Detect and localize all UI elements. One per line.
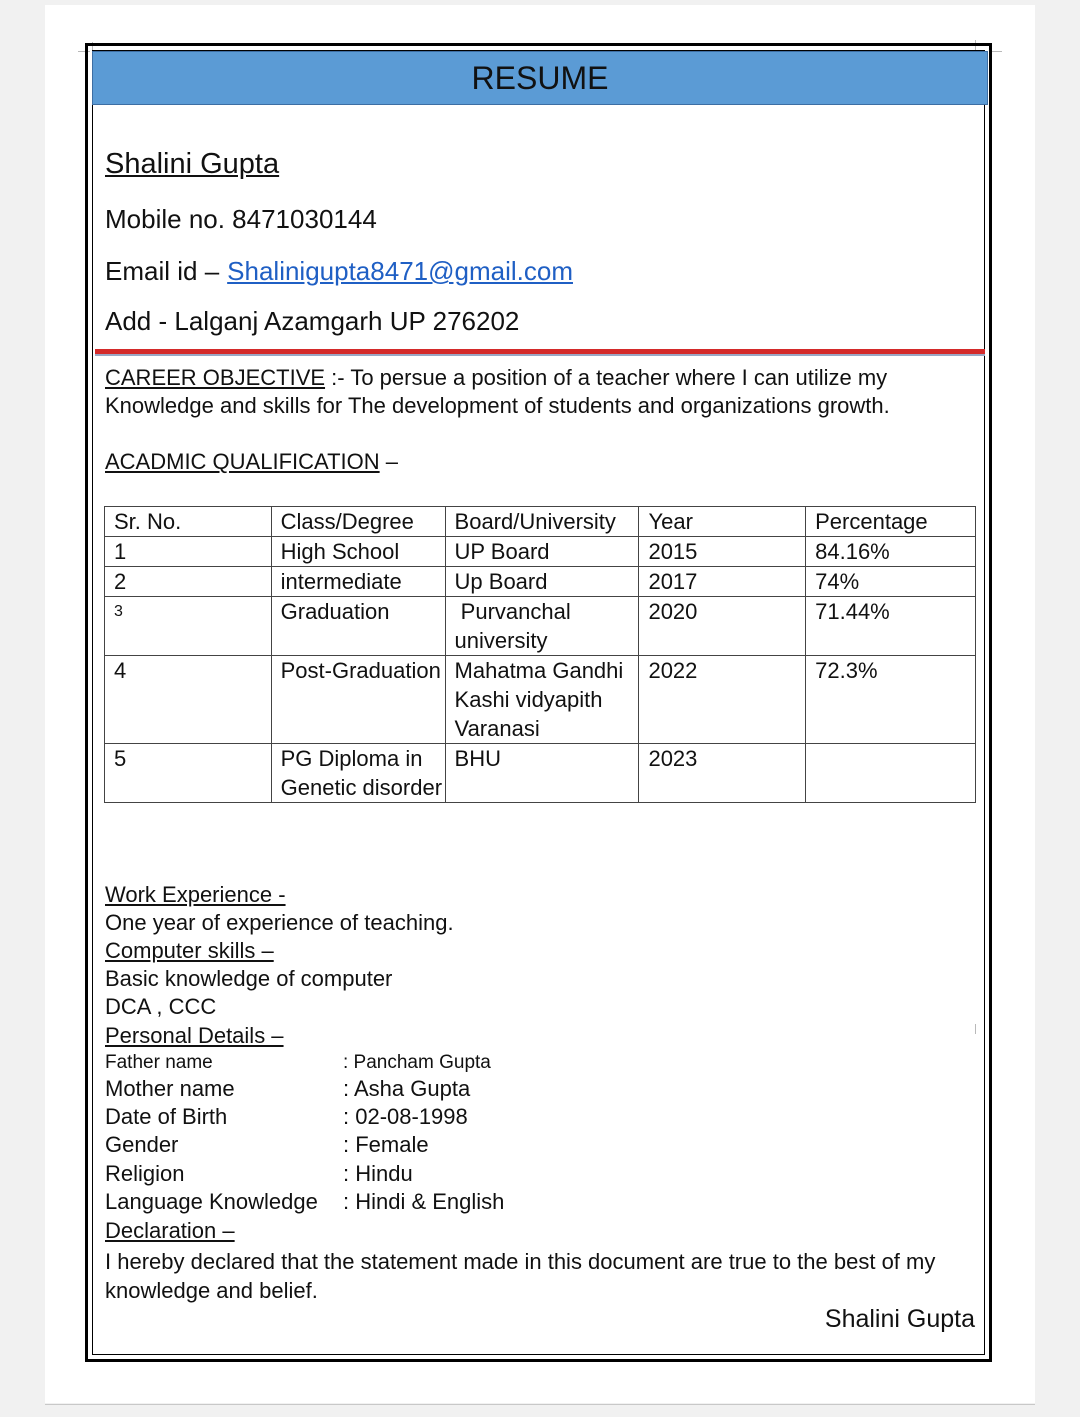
- declaration-text: I hereby declared that the statement made in this document are true to the best of my knowledge and belief.: [105, 1249, 936, 1303]
- table-cell: Post-Graduation: [271, 656, 445, 744]
- table-cell: 2: [105, 567, 272, 597]
- table-cell: Graduation: [271, 597, 445, 656]
- personal-value: : 02-08-1998: [343, 1104, 468, 1129]
- table-cell: [806, 744, 976, 803]
- table-cell: BHU: [445, 744, 639, 803]
- resume-title: RESUME: [92, 51, 988, 105]
- personal-row: [105, 1161, 413, 1187]
- table-row: [105, 744, 976, 803]
- personal-row: [105, 1052, 491, 1074]
- academic-heading: [105, 449, 398, 475]
- declaration-heading: Declaration –: [105, 1218, 235, 1243]
- table-cell: 84.16%: [806, 537, 976, 567]
- table-row: [105, 537, 976, 567]
- table-cell: 2020: [639, 597, 806, 656]
- personal-key: Religion: [105, 1161, 185, 1186]
- personal-row: [105, 1104, 468, 1130]
- header-cell: Class/Degree: [271, 507, 445, 537]
- work-text: One year of experience of teaching.: [105, 910, 454, 935]
- header-cell: Board/University: [445, 507, 639, 537]
- table-cell: UP Board: [445, 537, 639, 567]
- personal-row: [105, 1132, 429, 1158]
- table-cell: PG Diploma in Genetic disorder: [271, 744, 445, 803]
- table-cell: 2015: [639, 537, 806, 567]
- table-cell: Mahatma Gandhi Kashi vidyapith Varanasi: [445, 656, 639, 744]
- header-cell: Sr. No.: [105, 507, 272, 537]
- personal-key: Date of Birth: [105, 1104, 228, 1129]
- table-cell: 74%: [806, 567, 976, 597]
- table-cell: 3: [105, 597, 272, 656]
- table-cell: 2022: [639, 656, 806, 744]
- page-edge: [45, 1404, 1035, 1405]
- personal-row: [105, 1076, 470, 1102]
- mobile-number: Mobile no. 8471030144: [105, 204, 377, 234]
- personal-value: : Pancham Gupta: [343, 1052, 491, 1073]
- personal-key: Father name: [105, 1052, 213, 1073]
- personal-value: : Asha Gupta: [343, 1076, 471, 1101]
- table-cell: 71.44%: [806, 597, 976, 656]
- table-row: [105, 567, 976, 597]
- objective-text: :- To persue a position of a teacher where I can utilize my Knowledge and skills for The development of students and organizations growth.: [105, 365, 890, 418]
- table-cell: Up Board: [445, 567, 639, 597]
- signature: Shalini Gupta: [824, 1305, 975, 1333]
- table-cell: Purvanchal university: [445, 597, 639, 656]
- table-cell: 1: [105, 537, 272, 567]
- academic-heading-text: ACADMIC QUALIFICATION: [105, 449, 380, 474]
- personal-heading: Personal Details –: [105, 1023, 284, 1048]
- table-cell: 72.3%: [806, 656, 976, 744]
- table-cell: intermediate: [271, 567, 445, 597]
- computer-line: Basic knowledge of computer: [105, 966, 393, 991]
- personal-key: Mother name: [105, 1076, 235, 1101]
- email-line: [105, 256, 573, 287]
- personal-value: : Hindi & English: [343, 1189, 505, 1214]
- computer-heading: Computer skills –: [105, 938, 274, 963]
- personal-row: [105, 1189, 504, 1215]
- email-link[interactable]: Shalinigupta8471@gmail.com: [227, 256, 573, 286]
- work-heading: Work Experience -: [105, 882, 286, 907]
- personal-key: Language Knowledge: [105, 1189, 318, 1214]
- header-cell: Percentage: [806, 507, 976, 537]
- email-label: Email id –: [105, 256, 220, 286]
- candidate-name: Shalini Gupta: [105, 148, 280, 180]
- academic-heading-suffix: –: [379, 449, 398, 474]
- personal-value: : Female: [343, 1132, 429, 1157]
- computer-line: DCA , CCC: [105, 994, 217, 1019]
- table-cell: 2017: [639, 567, 806, 597]
- personal-value: : Hindu: [343, 1161, 413, 1186]
- address: Add - Lalganj Azamgarh UP 276202: [105, 306, 520, 336]
- table-header-row: [105, 507, 976, 537]
- career-objective: [105, 364, 975, 420]
- table-cell: 4: [105, 656, 272, 744]
- table-cell: 5: [105, 744, 272, 803]
- table-row: [105, 656, 976, 744]
- table-cell: High School: [271, 537, 445, 567]
- table-row: [105, 597, 976, 656]
- header-cell: Year: [639, 507, 806, 537]
- qualification-table: [104, 506, 976, 803]
- personal-key: Gender: [105, 1132, 179, 1157]
- table-cell: 2023: [639, 744, 806, 803]
- objective-heading: CAREER OBJECTIVE: [105, 365, 326, 390]
- section-divider: [95, 349, 985, 356]
